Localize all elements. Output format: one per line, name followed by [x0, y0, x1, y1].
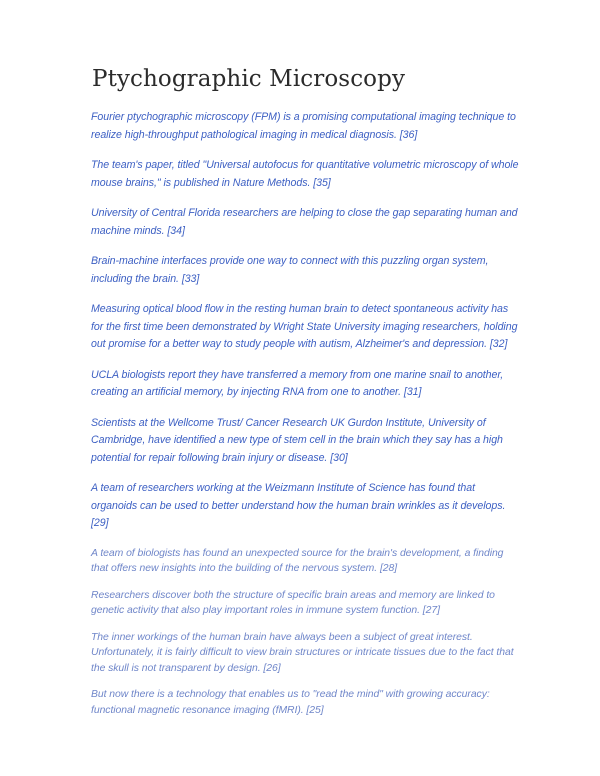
summary-item: The team's paper, titled "Universal autofocus for quantitative volumetric microscopy of whole mouse brains," is published in Nature Methods. [35]	[91, 159, 519, 189]
summary-item: Brain-machine interfaces provide one way to connect with this puzzling organ system, including the brain. [33]	[91, 255, 489, 285]
summary-item: University of Central Florida researchers are helping to close the gap separating human and machine minds. [34]	[91, 207, 518, 237]
summary-item: The inner workings of the human brain have always been a subject of great interest. Unfortunately, it is fairly difficult to view brain structures or intricate tissues due to the fact that the skull is not transparent by design. [26]	[91, 631, 514, 674]
summary-item: Scientists at the Wellcome Trust/ Cancer Research UK Gurdon Institute, University of Cambridge, have identified a new type of stem cell in the brain which they say has a high potential for repair following brain injury or disease. [30]	[91, 416, 503, 464]
summary-item: UCLA biologists report they have transferred a memory from one marine snail to another, creating an artificial memory, by injecting RNA from one to another. [31]	[91, 368, 504, 398]
summary-item: Fourier ptychographic microscopy (FPM) is a promising computational imaging technique to realize high-throughput pathological imaging in medical diagnosis. [36]	[91, 111, 516, 141]
page-title: Ptychographic Microscopy	[92, 66, 406, 92]
summary-item: But now there is a technology that enables us to "read the mind" with growing accuracy: functional magnetic resonance imaging (fMRI). [25]	[91, 689, 490, 716]
summary-list	[91, 109, 521, 729]
summary-item: Researchers discover both the structure of specific brain areas and memory are linked to genetic activity that also play important roles in immune system function. [27]	[91, 589, 495, 616]
summary-item: A team of researchers working at the Weizmann Institute of Science has found that organoids can be used to better understand how the human brain wrinkles as it develops. [29]	[91, 482, 506, 529]
summary-item: Measuring optical blood flow in the resting human brain to detect spontaneous activity has for the first time been demonstrated by Wright State University imaging researchers, holding out promise for a better way to study people with autism, Alzheimer's and depression. [32]	[91, 303, 518, 350]
summary-item: A team of biologists has found an unexpected source for the brain's development, a finding that offers new insights into the building of the nervous system. [28]	[91, 547, 504, 574]
